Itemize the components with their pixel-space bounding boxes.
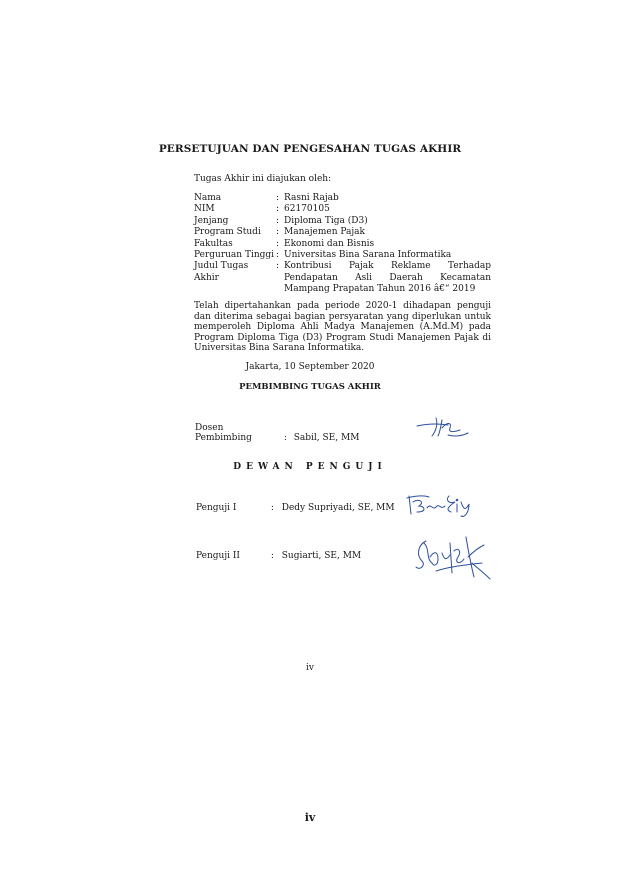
info-colon: : [276, 250, 280, 261]
dosen-name: Sabil, SE, MM [293, 433, 360, 443]
info-row-fakultas [194, 239, 491, 250]
info-row-nama [194, 193, 491, 204]
info-value: Diploma Tiga (D3) [284, 215, 368, 226]
penguji-1-colon: : [270, 503, 274, 513]
info-colon: : [276, 261, 280, 272]
place-date: Jakarta, 10 September 2020 [245, 362, 375, 372]
info-colon: : [276, 238, 280, 249]
penguji-1-label: Penguji I [196, 503, 237, 513]
info-row-judul [194, 261, 491, 295]
info-label: NIM [194, 204, 215, 215]
info-colon: : [276, 227, 280, 238]
info-label: Program Studi [194, 227, 261, 238]
info-value: Kontribusi Pajak Reklame Terhadap Pendapatan Asli Daerah Kecamatan Mampang Prapatan Tahun 2016 â€“ 2019 [284, 261, 491, 295]
document-title: PERSETUJUAN DAN PENGESAHAN TUGAS AKHIR [158, 143, 462, 155]
dewan-penguji-heading: DEWAN PENGUJI [233, 462, 387, 472]
pembimbing-heading: PEMBIMBING TUGAS AKHIR [239, 382, 381, 392]
penguji-2-label: Penguji II [196, 551, 240, 561]
approval-paragraph: Telah dipertahankan pada periode 2020-1 dihadapan penguji dan diterima sebagai bagian persyaratan yang diperlukan untuk memperoleh Diploma Ahli Madya Manajemen (A.Md.M) pada Program Diploma Tiga (D3) Program Studi Manajemen Pajak di Universitas Bina Sarana Informatika. [194, 301, 491, 354]
info-row-perguruan-tinggi [194, 250, 491, 261]
info-value: 62170105 [284, 204, 330, 215]
penguji-1-signature [405, 490, 475, 520]
info-label: Fakultas [194, 238, 233, 249]
info-colon: : [276, 215, 280, 226]
penguji-1-line [196, 503, 395, 513]
info-colon: : [276, 204, 280, 215]
penguji-2-colon: : [270, 551, 274, 561]
info-label: Judul Tugas Akhir [194, 261, 249, 283]
info-label: Jenjang [194, 215, 229, 226]
info-row-jenjang [194, 216, 491, 227]
info-row-nim [194, 204, 491, 215]
dosen-colon: : [283, 433, 287, 443]
info-value: Ekonomi dan Bisnis [284, 238, 375, 249]
penguji-2-signature [412, 533, 494, 583]
info-label: Nama [194, 193, 222, 203]
penguji-1-name: Dedy Supriyadi, SE, MM [281, 503, 395, 513]
student-info-table [194, 193, 491, 296]
page-number-inner: iv [306, 663, 314, 673]
info-value: Universitas Bina Sarana Informatika [284, 250, 452, 261]
info-value: Rasni Rajab [284, 193, 339, 203]
dosen-signature [414, 414, 470, 442]
info-value: Manajemen Pajak [284, 227, 366, 238]
info-label: Perguruan Tinggi [194, 250, 275, 261]
dosen-pembimbing-line [195, 423, 359, 443]
penguji-2-line [196, 551, 361, 561]
page-number-outer: iv [304, 811, 316, 824]
intro-text: Tugas Akhir ini diajukan oleh: [194, 174, 332, 184]
dosen-label: Dosen Pembimbing [195, 423, 252, 443]
penguji-2-name: Sugiarti, SE, MM [281, 551, 362, 561]
info-row-program-studi [194, 227, 491, 238]
info-colon: : [276, 193, 280, 203]
